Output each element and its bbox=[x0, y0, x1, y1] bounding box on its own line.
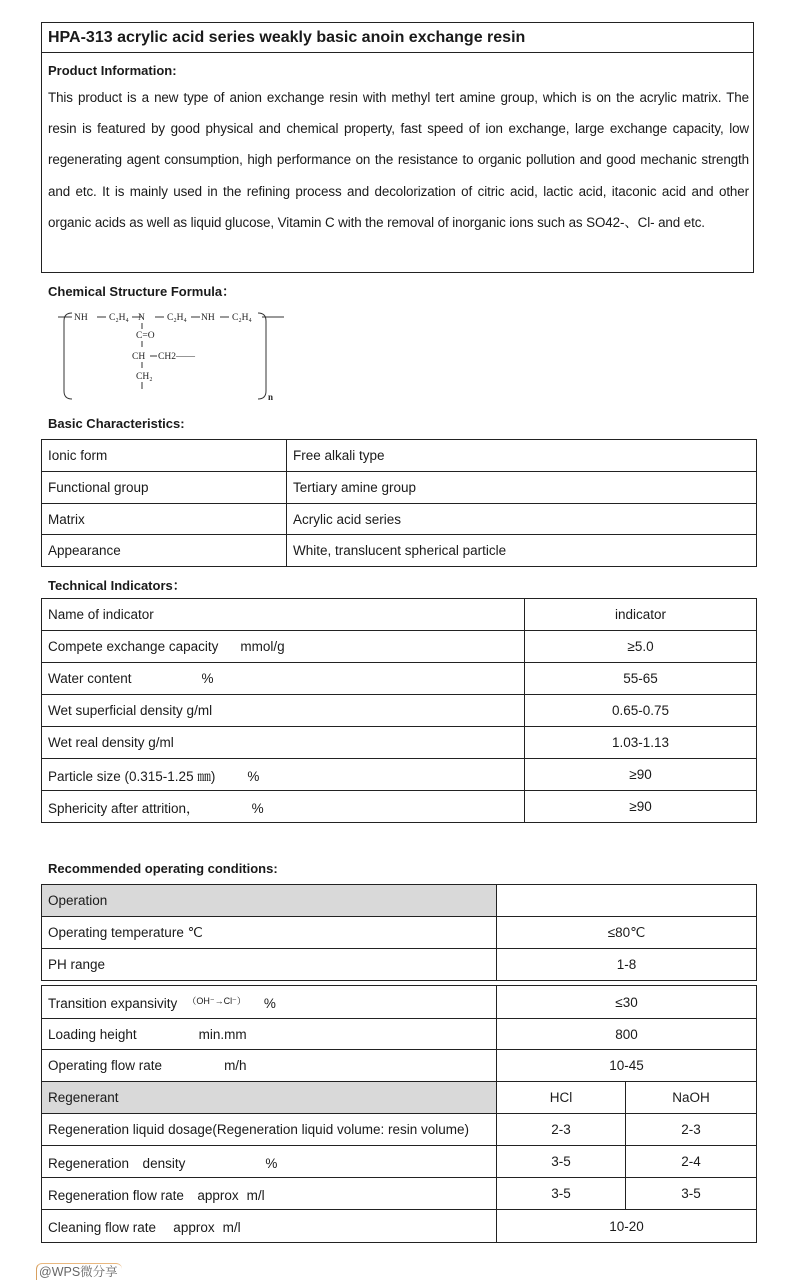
repeat-subscript: n bbox=[268, 392, 274, 402]
header-name: Name of indicator bbox=[42, 599, 525, 631]
chemical-structure-heading: Chemical Structure Formula： bbox=[48, 284, 236, 299]
condition-name: Regeneration density % bbox=[42, 1146, 497, 1178]
table-row bbox=[42, 1114, 757, 1146]
condition-name: Regeneration flow rate approx m/l bbox=[42, 1178, 497, 1210]
condition-value: ≤80℃ bbox=[497, 917, 757, 949]
technical-indicators-heading: Technical Indicators： bbox=[48, 578, 186, 593]
table-row bbox=[42, 1178, 757, 1210]
condition-name: Operating temperature ℃ bbox=[42, 917, 497, 949]
table-row bbox=[42, 791, 757, 823]
table-row bbox=[42, 695, 757, 727]
row-value: Acrylic acid series bbox=[287, 504, 757, 535]
row-value: Free alkali type bbox=[287, 440, 757, 472]
table-row bbox=[42, 1210, 757, 1243]
table-row bbox=[42, 1146, 757, 1178]
table-row bbox=[42, 504, 757, 535]
technical-indicators-table bbox=[41, 598, 757, 823]
table-row bbox=[42, 1019, 757, 1050]
operation-header-blank bbox=[497, 885, 757, 917]
table-row bbox=[42, 986, 757, 1019]
regenerant-header-row bbox=[42, 1082, 757, 1114]
basic-characteristics-heading: Basic Characteristics: bbox=[48, 416, 185, 431]
svg-text:C₂H₄: C₂H₄ bbox=[109, 313, 129, 323]
svg-text:NH: NH bbox=[201, 313, 215, 323]
indicator-value: 55-65 bbox=[525, 663, 757, 695]
indicator-value: ≥5.0 bbox=[525, 631, 757, 663]
indicator-value: 1.03-1.13 bbox=[525, 727, 757, 759]
table-row bbox=[42, 727, 757, 759]
table-row bbox=[42, 440, 757, 472]
naoh-value: 2-3 bbox=[626, 1114, 757, 1146]
indicator-value: ≥90 bbox=[525, 759, 757, 791]
condition-value: ≤30 bbox=[497, 986, 757, 1019]
table-row bbox=[42, 949, 757, 981]
table-row bbox=[42, 535, 757, 567]
table-row bbox=[42, 759, 757, 791]
condition-name: Operating flow rate m/h bbox=[42, 1050, 497, 1082]
operating-conditions-table-a bbox=[41, 884, 757, 981]
condition-value: 1-8 bbox=[497, 949, 757, 981]
row-label: Functional group bbox=[42, 472, 287, 504]
hcl-value: 3-5 bbox=[497, 1178, 626, 1210]
indicator-name: Wet real density g/ml bbox=[42, 727, 525, 759]
svg-text:C₂H₄: C₂H₄ bbox=[232, 313, 252, 323]
row-label: Matrix bbox=[42, 504, 287, 535]
condition-value: 800 bbox=[497, 1019, 757, 1050]
operating-conditions-heading: Recommended operating conditions: bbox=[48, 861, 278, 876]
condition-value: 10-45 bbox=[497, 1050, 757, 1082]
hcl-value: 3-5 bbox=[497, 1146, 626, 1178]
indicator-name: Sphericity after attrition， % bbox=[42, 791, 525, 823]
table-row bbox=[42, 631, 757, 663]
svg-text:NH: NH bbox=[74, 313, 88, 323]
condition-name: PH range bbox=[42, 949, 497, 981]
svg-text:C=O: C=O bbox=[136, 331, 155, 341]
regenerant-hcl: HCl bbox=[497, 1082, 626, 1114]
hcl-value: 2-3 bbox=[497, 1114, 626, 1146]
indicator-value: 0.65-0.75 bbox=[525, 695, 757, 727]
indicator-name: Water content % bbox=[42, 663, 525, 695]
indicator-value: ≥90 bbox=[525, 791, 757, 823]
wps-watermark: @WPS微分享 bbox=[36, 1263, 122, 1280]
product-info-body: This product is a new type of anion exchange resin with methyl tert amine group, which is on the acrylic matrix. The resin is featured by good physical and chemical property, fast speed of ion exchange, large exchange capacity, low regenerating agent consumption, high performance on the resistance to organic pollution and good mechanic strength and etc. It is mainly used in the refining process and decolorization of citric acid, lactic acid, itaconic acid and other organic acids as well as liquid glucose, Vitamin C with the removal of inorganic ions such as SO42-、Cl- and etc. bbox=[48, 90, 749, 230]
chemical-structure-formula bbox=[58, 305, 298, 405]
operating-conditions-table-b bbox=[41, 985, 757, 1243]
basic-characteristics-table bbox=[41, 439, 757, 567]
header-value: indicator bbox=[525, 599, 757, 631]
row-label: Appearance bbox=[42, 535, 287, 567]
indicator-name: Particle size (0.315-1.25 ㎜) % bbox=[42, 759, 525, 791]
document-title: HPA-313 acrylic acid series weakly basic anoin exchange resin bbox=[41, 22, 754, 53]
table-row bbox=[42, 472, 757, 504]
condition-name: Regeneration liquid dosage(Regeneration liquid volume: resin volume) bbox=[42, 1114, 497, 1146]
operation-header: Operation bbox=[42, 885, 497, 917]
table-row bbox=[42, 663, 757, 695]
indicator-name: Compete exchange capacity mmol/g bbox=[42, 631, 525, 663]
svg-text:CH: CH bbox=[132, 352, 146, 362]
product-info-section bbox=[41, 52, 754, 273]
condition-name: Transition expansivity $^{(OH^-\to Cl^-)}$ % bbox=[42, 986, 497, 1019]
table-header-row bbox=[42, 599, 757, 631]
row-label: Ionic form bbox=[42, 440, 287, 472]
condition-name: Cleaning flow rate approx m/l bbox=[42, 1210, 497, 1243]
naoh-value: 2-4 bbox=[626, 1146, 757, 1178]
condition-name: Loading height min.mm bbox=[42, 1019, 497, 1050]
naoh-value: 3-5 bbox=[626, 1178, 757, 1210]
structure-formula-diagram bbox=[58, 305, 298, 405]
regenerant-naoh: NaOH bbox=[626, 1082, 757, 1114]
svg-text:N: N bbox=[138, 313, 145, 323]
row-value: Tertiary amine group bbox=[287, 472, 757, 504]
ion-transition-note: （OH⁻→Cl⁻） bbox=[187, 995, 246, 1006]
product-info-heading: Product Information: bbox=[48, 63, 177, 78]
table-row bbox=[42, 1050, 757, 1082]
table-row bbox=[42, 917, 757, 949]
condition-value: 10-20 bbox=[497, 1210, 757, 1243]
svg-text:CH2——: CH2—— bbox=[158, 352, 195, 362]
svg-text:CH₂: CH₂ bbox=[136, 372, 153, 382]
regenerant-label: Regenerant bbox=[42, 1082, 497, 1114]
svg-text:C₂H₄: C₂H₄ bbox=[167, 313, 187, 323]
table-header-row bbox=[42, 885, 757, 917]
indicator-name: Wet superficial density g/ml bbox=[42, 695, 525, 727]
row-value: White, translucent spherical particle bbox=[287, 535, 757, 567]
